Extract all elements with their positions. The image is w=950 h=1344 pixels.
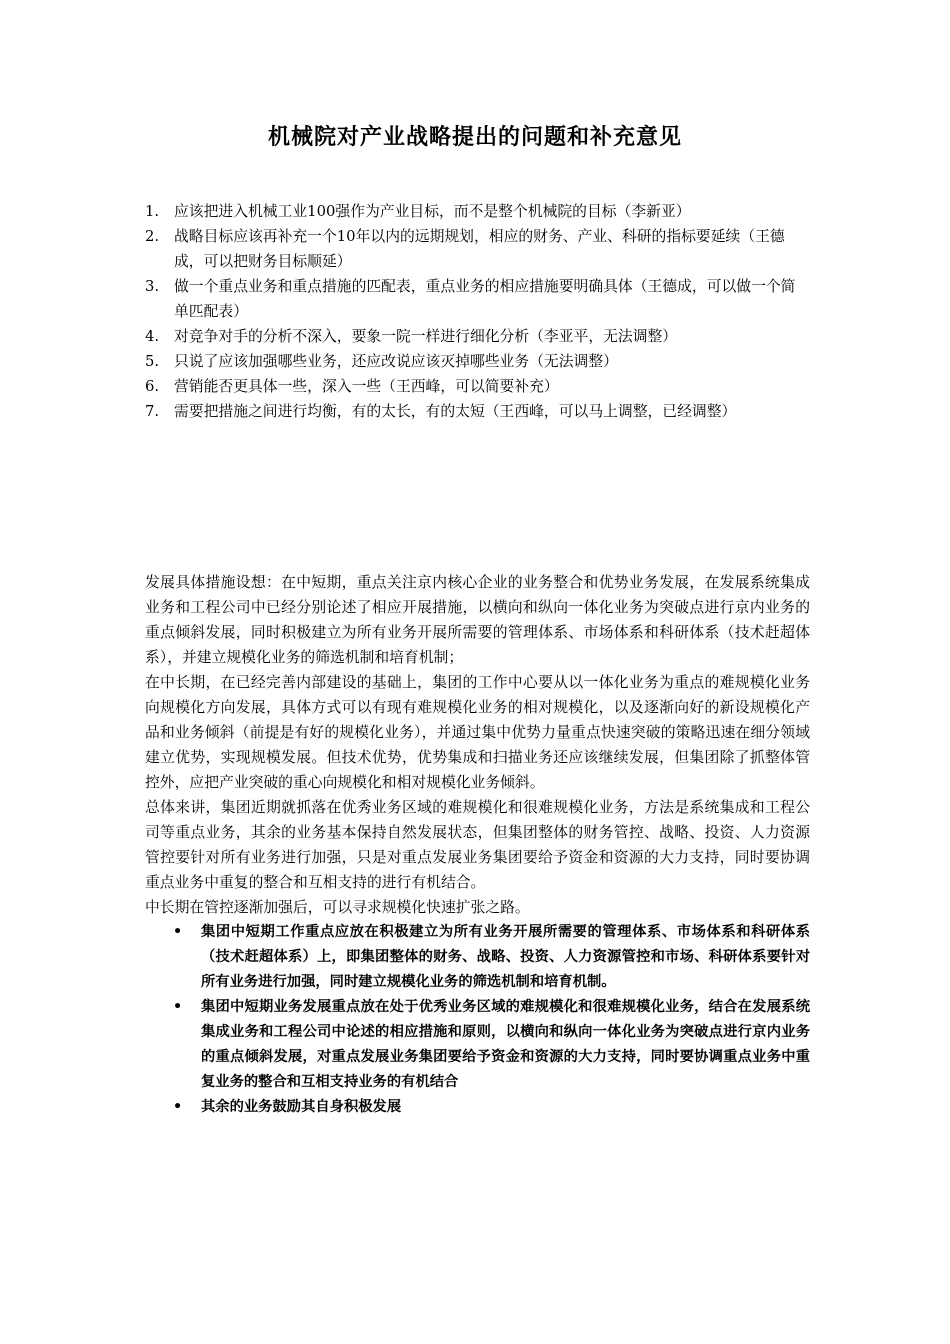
bullet-icon: • — [173, 924, 183, 940]
list-item — [145, 324, 810, 349]
list-item-text: 营销能否更具体一些，深入一些（王西峰，可以简要补充） — [174, 378, 559, 395]
list-number: 2. — [145, 228, 160, 245]
list-number: 3. — [145, 278, 160, 295]
paragraph: 在中长期，在已经完善内部建设的基础上，集团的工作中心要从以一体化业务为重点的难规模化业务向规模化方向发展，具体方式可以有现有难规模化业务的相对规模化，以及逐渐向好的新设规模化产品和业务倾斜（前提是有好的规模化业务），并通过集中优势力量重点快速突破的策略迅速在细分领域建立优势，实现规模发展。但技术优势，优势集成和扫描业务还应该继续发展，但集团除了抓整体管控外，应把产业突破的重心向规模化和相对规模化业务倾斜。 — [145, 674, 810, 791]
list-item — [145, 199, 810, 224]
list-number: 4. — [145, 328, 160, 345]
list-item — [145, 224, 810, 274]
list-item-text: 对竞争对手的分析不深入，要象一院一样进行细化分析（李亚平，无法调整） — [174, 328, 678, 345]
paragraph: 总体来讲，集团近期就抓落在优秀业务区域的难规模化和很难规模化业务，方法是系统集成和工程公司等重点业务，其余的业务基本保持自然发展状态，但集团整体的财务管控、战略、投资、人力资源管控要针对所有业务进行加强，只是对重点发展业务集团要给予资金和资源的大力支持，同时要协调重点业务中重复的整合和互相支持的进行有机结合。 — [145, 799, 810, 891]
list-number: 6. — [145, 378, 160, 395]
bullet-text: 集团中短期业务发展重点放在处于优秀业务区域的难规模化和很难规模化业务，结合在发展系统集成业务和工程公司中论述的相应措施和原则，以横向和纵向一体化业务为突破点进行京内业务的重点倾斜发展，对重点发展业务集团要给予资金和资源的大力支持，同时要协调重点业务中重复业务的整合和互相支持业务的有机结合 — [201, 999, 810, 1090]
list-item — [145, 274, 810, 324]
list-number: 5. — [145, 353, 160, 370]
paragraph: 发展具体措施设想：在中短期，重点关注京内核心企业的业务整合和优势业务发展，在发展系统集成业务和工程公司中已经分别论述了相应开展措施，以横向和纵向一体化业务为突破点进行京内业务的重点倾斜发展，同时积极建立为所有业务开展所需要的管理体系、市场体系和科研体系（技术赶超体系），并建立规模化业务的筛选机制和培育机制； — [145, 574, 810, 666]
list-item-text: 战略目标应该再补充一个10年以内的远期规划，相应的财务、产业、科研的指标要延续（王德成，可以把财务目标顺延） — [174, 228, 785, 270]
list-item-text: 应该把进入机械工业100强作为产业目标，而不是整个机械院的目标（李新亚） — [174, 203, 691, 220]
bullet-item — [145, 920, 810, 995]
paragraph: 中长期在管控逐渐加强后，可以寻求规模化快速扩张之路。 — [145, 899, 530, 916]
bullet-item — [145, 1095, 810, 1120]
list-number: 7. — [145, 403, 160, 420]
list-item — [145, 374, 810, 399]
list-item-text: 只说了应该加强哪些业务，还应改说应该灭掉哪些业务（无法调整） — [174, 353, 618, 370]
list-item — [145, 349, 810, 374]
list-number: 1. — [145, 203, 160, 220]
page-title: 机械院对产业战略提出的问题和补充意见 — [267, 124, 682, 150]
list-item-text: 需要把措施之间进行均衡，有的太长，有的太短（王西峰，可以马上调整，已经调整） — [174, 403, 737, 420]
bullet-icon: • — [173, 1099, 183, 1115]
bullet-text: 集团中短期工作重点应放在积极建立为所有业务开展所需要的管理体系、市场体系和科研体系（技术赶超体系）上，即集团整体的财务、战略、投资、人力资源管控和市场、科研体系要针对所有业务进行加强，同时建立规模化业务的筛选机制和培育机制。 — [201, 924, 810, 990]
bullet-text: 其余的业务鼓励其自身积极发展 — [201, 1099, 402, 1115]
list-item — [145, 399, 810, 424]
issues-list — [145, 199, 810, 424]
bullet-icon: • — [173, 999, 183, 1015]
body-section — [145, 570, 810, 1120]
bullet-list — [145, 920, 810, 1120]
bullet-item — [145, 995, 810, 1095]
list-item-text: 做一个重点业务和重点措施的匹配表，重点业务的相应措施要明确具体（王德成，可以做一个简单匹配表） — [174, 278, 796, 320]
